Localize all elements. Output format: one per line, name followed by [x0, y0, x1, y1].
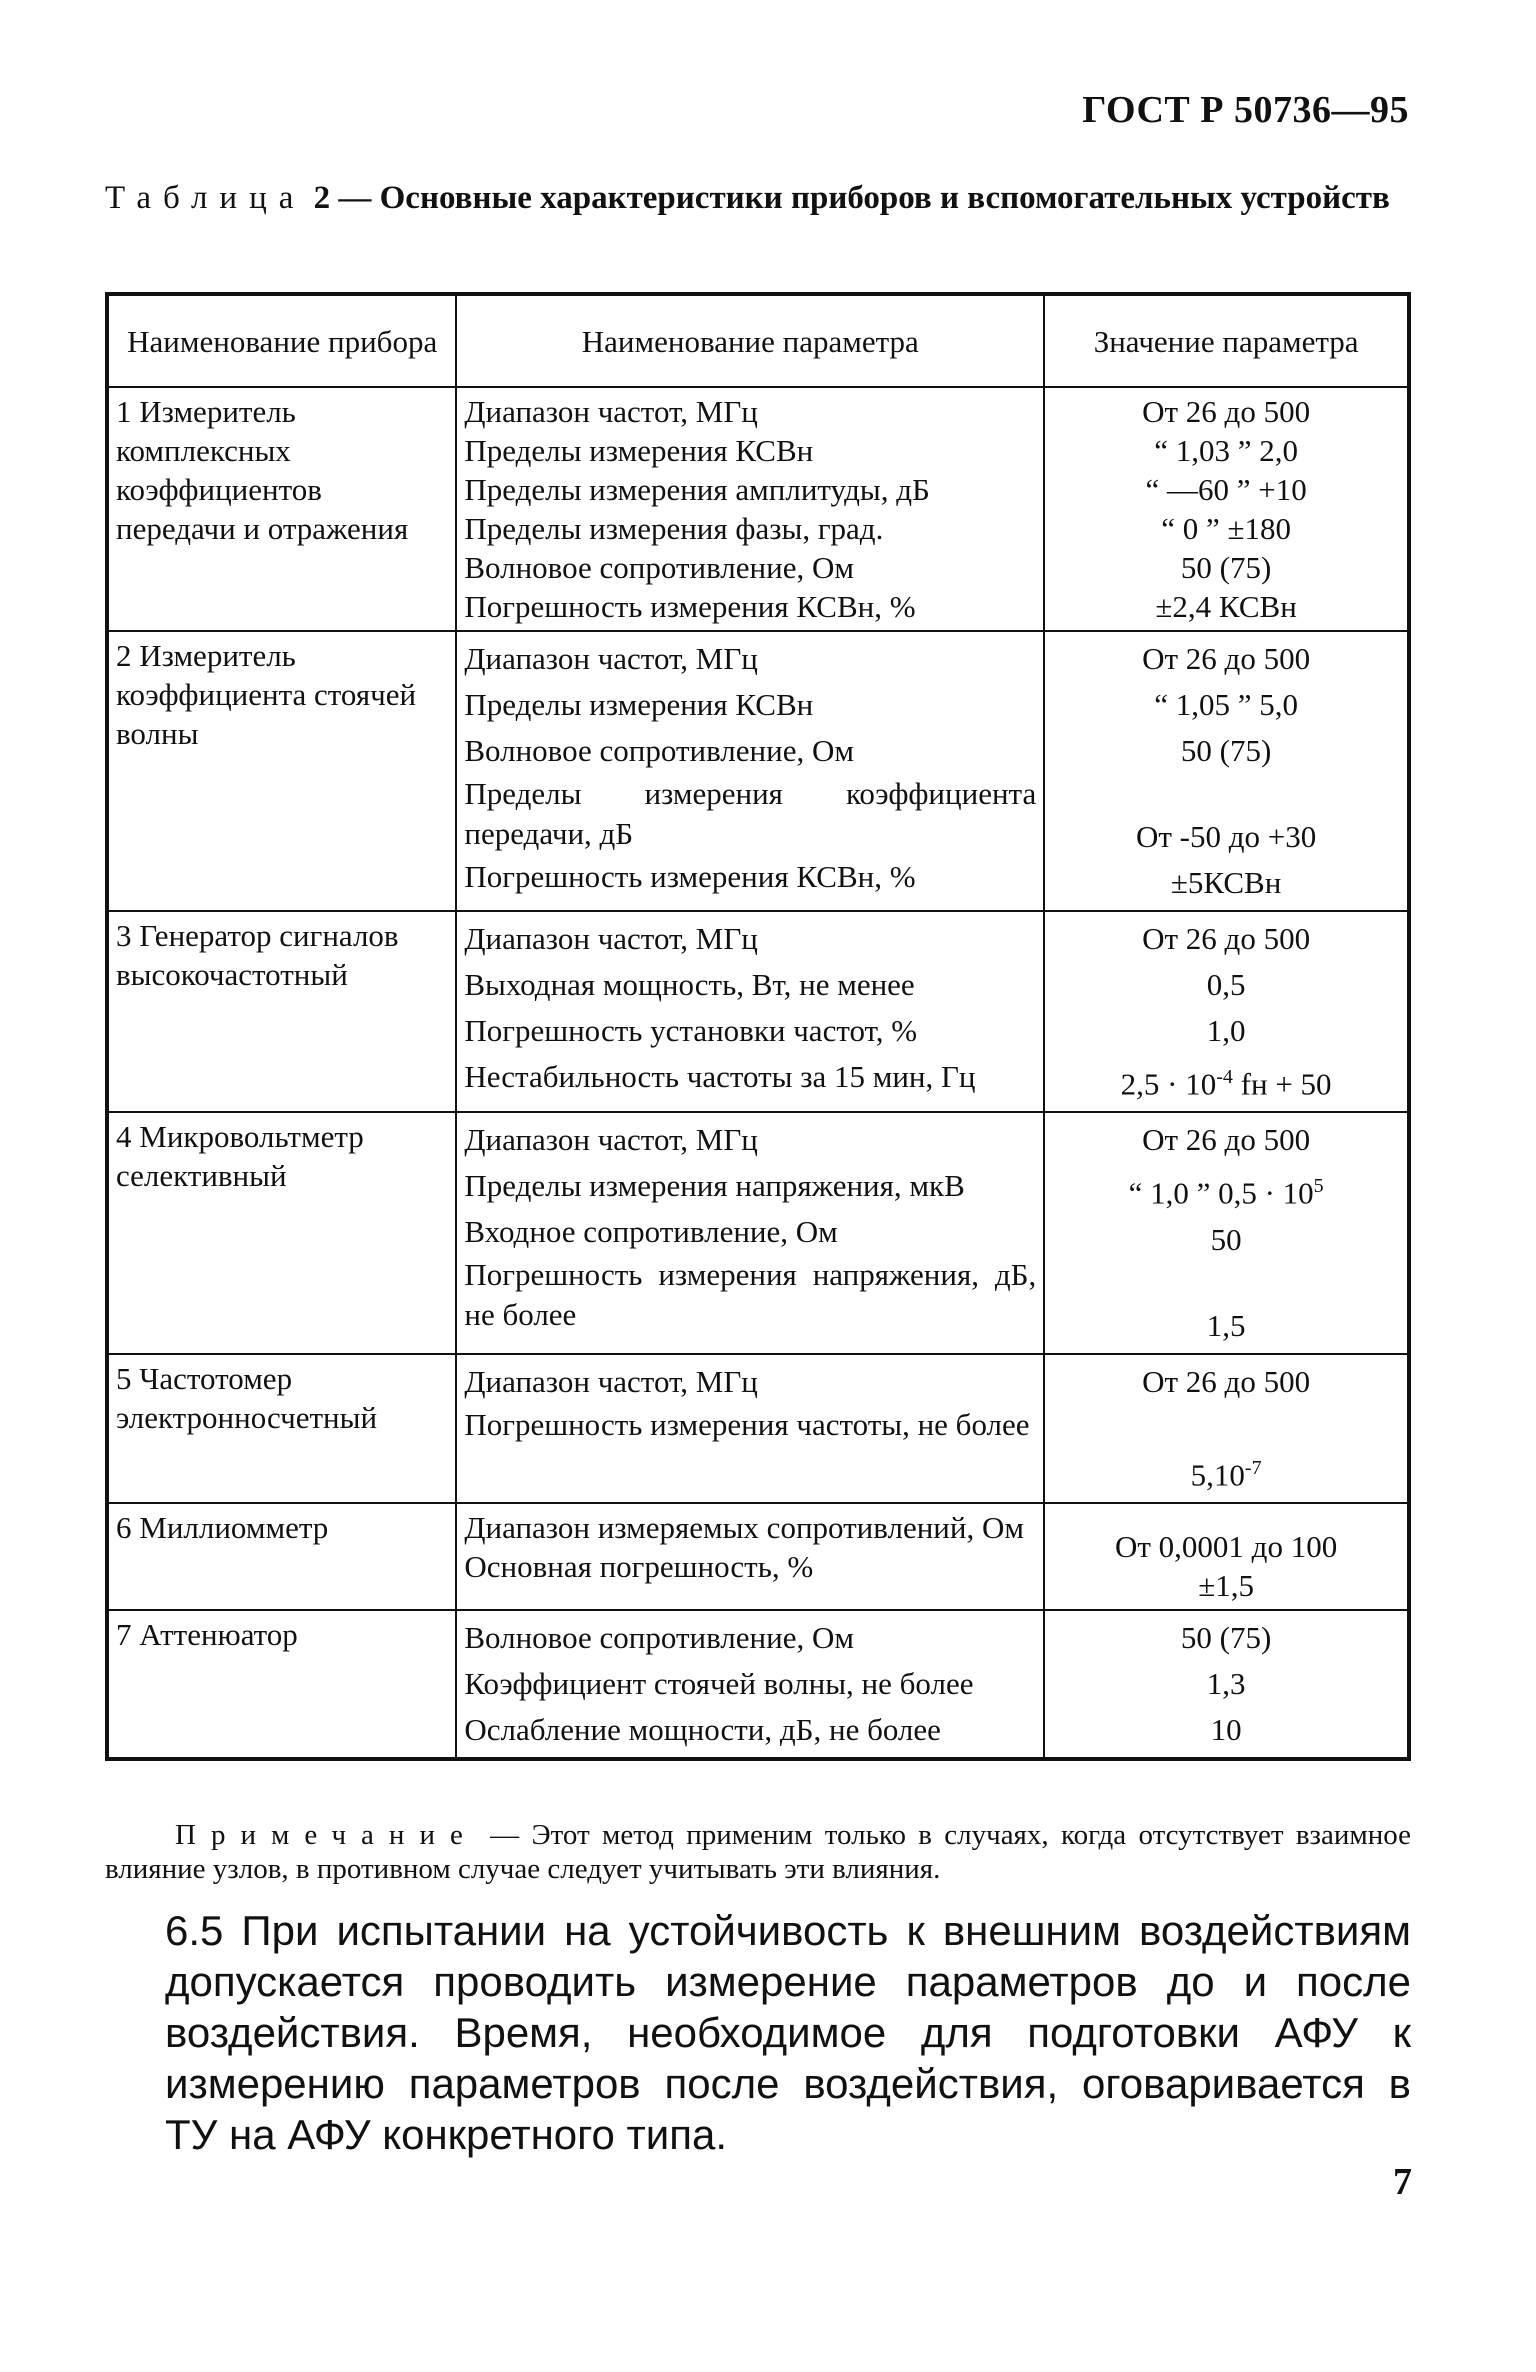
table-row	[107, 1112, 1409, 1353]
device-name: 7 Аттенюатор	[107, 1610, 456, 1759]
value-item: 0,5	[1206, 967, 1246, 1002]
formula-base: 2,5 · 10	[1120, 1066, 1217, 1102]
value-list	[1044, 1503, 1409, 1610]
section-paragraph	[105, 1905, 1411, 2160]
table-row	[107, 387, 1409, 631]
parameter-item: Диапазон частот, МГц	[464, 1122, 758, 1158]
parameter-item: Диапазон частот, МГц	[464, 1363, 758, 1399]
value-item-exp	[1052, 1445, 1400, 1498]
value-item	[1052, 774, 1400, 814]
parameter-item: Выходная мощность, Вт, не менее	[464, 967, 915, 1002]
parameter-item: Диапазон частот, МГц	[464, 921, 758, 956]
table-row	[107, 631, 1409, 911]
parameter-item: Волновое сопротивление, Ом	[464, 550, 854, 585]
value-list	[1044, 387, 1409, 631]
parameter-item: Пределы измерения фазы, град.	[464, 511, 884, 546]
note-word: Примечание	[175, 1819, 478, 1851]
value-item: От 26 до 500	[1142, 921, 1311, 956]
value-item: 1,0	[1206, 1013, 1246, 1048]
value-item: 50 (75)	[1180, 550, 1272, 585]
table-note	[105, 1818, 1411, 1886]
header-device: Наименование прибора	[107, 294, 456, 387]
parameter-list	[456, 1503, 1044, 1610]
parameter-list	[456, 1354, 1044, 1503]
device-name: 2 Измеритель коэффициента стоячей волны	[107, 631, 456, 911]
value-item: От 26 до 500	[1142, 1122, 1311, 1158]
formula-tail: fн + 50	[1240, 1066, 1332, 1102]
value-item	[1052, 1508, 1400, 1527]
value-item: От 26 до 500	[1142, 394, 1311, 429]
value-item: ±5КСВн	[1170, 865, 1282, 900]
parameter-item: Пределы измерения КСВн	[464, 433, 814, 468]
table-row	[107, 911, 1409, 1112]
parameter-item: Волновое сопротивление, Ом	[464, 733, 854, 768]
parameter-item: Погрешность установки частот, %	[464, 1013, 918, 1048]
parameter-list	[456, 1112, 1044, 1353]
value-list	[1044, 1610, 1409, 1759]
value-item	[1052, 1405, 1400, 1445]
exp-exponent: -7	[1244, 1456, 1262, 1479]
header-value: Значение параметра	[1044, 294, 1409, 387]
range-exponent: 5	[1313, 1175, 1324, 1198]
parameter-item: Входное сопротивление, Ом	[464, 1214, 838, 1250]
value-list	[1044, 1354, 1409, 1503]
parameter-item: Диапазон измеряемых сопротивлений, Ом	[464, 1509, 1024, 1545]
value-item: ±1,5	[1198, 1567, 1254, 1603]
value-item: От 26 до 500	[1142, 1363, 1311, 1399]
table-row	[107, 1610, 1409, 1759]
value-item: “ 0 ” ±180	[1161, 511, 1292, 546]
device-name: 4 Микровольтметр селективный	[107, 1112, 456, 1353]
parameter-item: Нестабильность частоты за 15 мин, Гц	[464, 1059, 976, 1094]
range-base: “ 1,0 ” 0,5 · 10	[1128, 1175, 1314, 1211]
parameter-item: Погрешность измерения частоты, не более	[464, 1406, 1030, 1442]
value-item: “ 1,03 ” 2,0	[1154, 433, 1298, 468]
value-item: ±2,4 КСВн	[1155, 589, 1297, 624]
parameter-list	[456, 1610, 1044, 1759]
value-item-formula	[1052, 1054, 1400, 1107]
value-item: 50	[1210, 1221, 1242, 1257]
parameter-list	[456, 631, 1044, 911]
table-row	[107, 1354, 1409, 1503]
parameter-item: Пределы измерения коэффициента передачи, дБ	[464, 776, 1037, 851]
value-item: От 0,0001 до 100	[1115, 1528, 1338, 1564]
parameter-item: Погрешность измерения напряжения, дБ, не более	[464, 1257, 1037, 1333]
paragraph-text: 6.5 При испытании на устойчивость к внешним воздействиям допускается проводить измерение параметров до и после воздействия. Время, необходимое для подготовки АФУ к измерению параметров после воздействия, оговаривается в ТУ на АФУ конкретного типа.	[165, 1907, 1411, 2158]
parameter-item: Диапазон частот, МГц	[464, 394, 758, 429]
parameter-item: Пределы измерения напряжения, мкВ	[464, 1168, 965, 1204]
value-item: 1,5	[1206, 1307, 1246, 1343]
value-item: 1,3	[1206, 1665, 1246, 1701]
parameter-item: Погрешность измерения КСВн, %	[464, 859, 916, 894]
device-name: 5 Частотомер электронносчетный	[107, 1354, 456, 1503]
parameter-item: Пределы измерения амплитуды, дБ	[464, 472, 930, 507]
parameter-item: Пределы измерения КСВн	[464, 687, 814, 722]
header-parameter: Наименование параметра	[456, 294, 1044, 387]
table-caption	[105, 178, 1395, 219]
value-item: От 26 до 500	[1142, 641, 1311, 676]
device-name: 3 Генератор сигналов высокочастотный	[107, 911, 456, 1112]
device-name: 6 Миллиомметр	[107, 1503, 456, 1610]
value-item: От -50 до +30	[1135, 819, 1317, 854]
value-item: 10	[1210, 1711, 1242, 1747]
parameter-item: Волновое сопротивление, Ом	[464, 1619, 854, 1655]
value-item	[1052, 1263, 1400, 1303]
value-item: “ —60 ” +10	[1145, 472, 1307, 507]
parameter-item: Коэффициент стоячей волны, не более	[464, 1665, 974, 1701]
table-row	[107, 1503, 1409, 1610]
parameter-item: Диапазон частот, МГц	[464, 641, 758, 676]
value-list	[1044, 1112, 1409, 1353]
value-list	[1044, 911, 1409, 1112]
value-list	[1044, 631, 1409, 911]
table-header-row	[107, 294, 1409, 387]
caption-word: Таблица	[105, 180, 306, 216]
characteristics-table	[105, 292, 1411, 1761]
value-item: 50 (75)	[1180, 733, 1272, 768]
standard-code: ГОСТ Р 50736—95	[1082, 89, 1409, 131]
parameter-list	[456, 387, 1044, 631]
parameter-item: Основная погрешность, %	[464, 1548, 814, 1584]
page-number: 7	[1393, 2161, 1412, 2203]
device-name: 1 Измеритель комплексных коэффициентов передачи и отражения	[107, 387, 456, 631]
parameter-item: Погрешность измерения КСВн, %	[464, 589, 916, 624]
value-item-range	[1052, 1163, 1400, 1216]
value-item: 50 (75)	[1180, 1619, 1272, 1655]
exp-base: 5,10	[1190, 1456, 1245, 1492]
value-item: “ 1,05 ” 5,0	[1154, 687, 1298, 722]
formula-exponent: -4	[1216, 1066, 1233, 1088]
caption-text: 2 — Основные характеристики приборов и вспомогательных устройств	[313, 180, 1390, 216]
note-text: — Этот метод применим только в случаях, когда отсутствует взаимное влияние узлов, в противном случае следует учитывать эти влияния.	[105, 1819, 1411, 1885]
parameter-list	[456, 911, 1044, 1112]
parameter-item: Ослабление мощности, дБ, не более	[464, 1711, 941, 1747]
